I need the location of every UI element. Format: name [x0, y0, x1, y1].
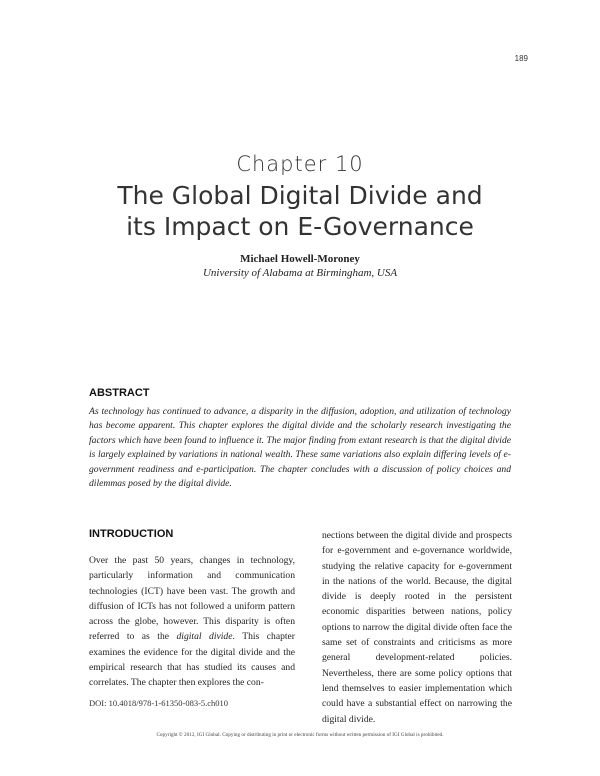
author-name: Michael Howell-Moroney: [240, 253, 360, 265]
intro-left-text-1: Over the past 50 years, changes in technology, particularly information and communication technologies (ICT) have been vast. The growth and diffusion of ICTs has not followed a uniform pattern across the globe, however. This disparity is often referred to as the: [89, 555, 295, 643]
intro-left-text-2: . This chapter examines the evidence for the digital divide and the empirical research that has studied its causes and correlates. The chapter then explores the con-: [89, 631, 295, 689]
copyright-notice: Copyright © 2012, IGI Global. Copying or distributing in print or electronic forms without written permission of IGI Global is prohibited.: [156, 732, 444, 738]
chapter-title-line-1: The Global Digital Divide and: [117, 181, 483, 210]
chapter-title: [0, 180, 600, 242]
abstract-heading: ABSTRACT: [89, 387, 150, 399]
chapter-title-line-2: its Impact on E-Governance: [126, 212, 474, 241]
introduction-right-column: nections between the digital divide and prospects for e-government and e-governance worldwide, studying the relative capacity for e-government in the nations of the world. Because, the digital divide is deeply rooted in the persistent economic disparities between nations, policy options to narrow the digital divide often face the same set of constraints and criticisms as more general development-related policies. Nevertheless, there are some policy options that lend themselves to easier implementation which could have a substantial effect on narrowing the digital divide.: [322, 530, 512, 725]
page-number: 189: [514, 54, 528, 63]
introduction-left-column: [89, 553, 295, 691]
intro-left-emphasis: digital divide: [176, 631, 233, 643]
introduction-heading: INTRODUCTION: [89, 528, 174, 540]
abstract-text: As technology has continued to advance, a disparity in the diffusion, adoption, and utilization of technology has become apparent. This chapter explores the digital divide and the scholarly research investigating the factors which have been found to influence it. The major finding from extant research is that the digital divide is largely explained by variations in national wealth. These same variations also explain differing levels of e-government readiness and e-participation. The chapter concludes with a discussion of policy choices and dilemmas posed by the digital divide.: [89, 406, 511, 490]
chapter-label: Chapter 10: [236, 152, 364, 176]
doi: DOI: 10.4018/978-1-61350-083-5.ch010: [89, 698, 229, 708]
author-affiliation: University of Alabama at Birmingham, USA: [202, 267, 398, 279]
